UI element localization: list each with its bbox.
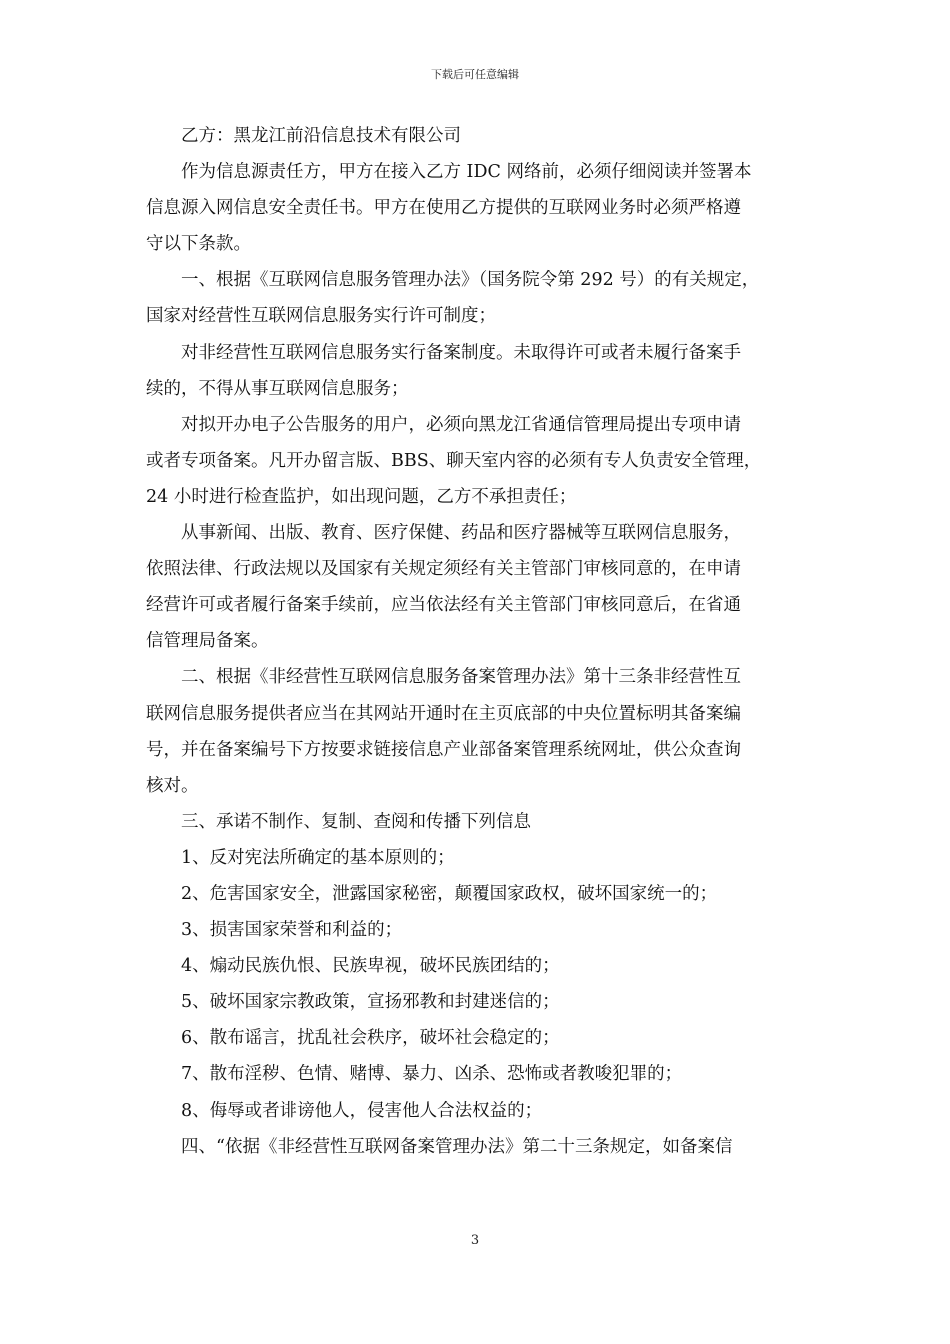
text-line: 二、根据《非经营性互联网信息服务备案管理办法》第十三条非经营性互	[181, 667, 741, 688]
text-line: 对非经营性互联网信息服务实行备案制度。未取得许可或者未履行备案手	[181, 342, 741, 363]
text-line: 24 小时进行检查监护，如出现问题，乙方不承担责任；	[146, 486, 577, 507]
text-line: 经营许可或者履行备案手续前，应当依法经有关主管部门审核同意后，在省通	[146, 595, 741, 616]
text-line: 联网信息服务提供者应当在其网站开通时在主页底部的中央位置标明其备案编	[146, 703, 741, 724]
text-line: 作为信息源责任方，甲方在接入乙方 IDC 网络前，必须仔细阅读并签署本	[181, 162, 752, 183]
text-line: 对拟开办电子公告服务的用户，必须向黑龙江省通信管理局提出专项申请	[181, 414, 741, 435]
text-line: 2、危害国家安全，泄露国家秘密，颠覆国家政权，破坏国家统一的；	[181, 883, 718, 904]
text-line: 信息源入网信息安全责任书。甲方在使用乙方提供的互联网业务时必须严格遵	[146, 198, 741, 219]
text-line: 从事新闻、出版、教育、医疗保健、药品和医疗器械等互联网信息服务，	[181, 523, 741, 544]
text-line: 号，并在备案编号下方按要求链接信息产业部备案管理系统网址，供公众查询	[146, 739, 741, 760]
text-line: 一、根据《互联网信息服务管理办法》（国务院令第 292 号）的有关规定，	[181, 270, 760, 291]
text-line: 依照法律、行政法规以及国家有关规定须经有关主管部门审核同意的，在申请	[146, 559, 741, 580]
text-line: 或者专项备案。凡开办留言版、BBS、聊天室内容的必须有专人负责安全管理，	[146, 450, 762, 471]
text-line: 三、承诺不制作、复制、查阅和传播下列信息	[181, 811, 531, 832]
text-line: 守以下条款。	[146, 234, 251, 255]
text-line: 四、“依据《非经营性互联网备案管理办法》第二十三条规定，如备案信	[181, 1136, 733, 1157]
text-line: 国家对经营性互联网信息服务实行许可制度；	[146, 306, 496, 327]
text-line: 4、煽动民族仇恨、民族卑视，破坏民族团结的；	[181, 956, 560, 977]
text-line: 6、散布谣言，扰乱社会秩序，破坏社会稳定的；	[181, 1028, 560, 1049]
text-line: 3、损害国家荣誉和利益的；	[181, 920, 403, 941]
page-number: 3	[470, 1233, 480, 1248]
page-header-note: 下载后可任意编辑	[431, 68, 519, 81]
text-line: 7、散布淫秽、色情、赌博、暴力、凶杀、恐怖或者教唆犯罪的；	[181, 1064, 683, 1085]
text-line: 核对。	[146, 775, 199, 796]
text-line: 1、反对宪法所确定的基本原则的；	[181, 847, 455, 868]
text-line: 信管理局备案。	[146, 631, 269, 652]
text-line: 续的，不得从事互联网信息服务；	[146, 378, 409, 399]
text-line: 5、破坏国家宗教政策，宣扬邪教和封建迷信的；	[181, 992, 560, 1013]
text-line: 8、侮辱或者诽谤他人，侵害他人合法权益的；	[181, 1100, 543, 1121]
document-body	[146, 118, 810, 1165]
text-line: 乙方：黑龙江前沿信息技术有限公司	[181, 126, 461, 146]
